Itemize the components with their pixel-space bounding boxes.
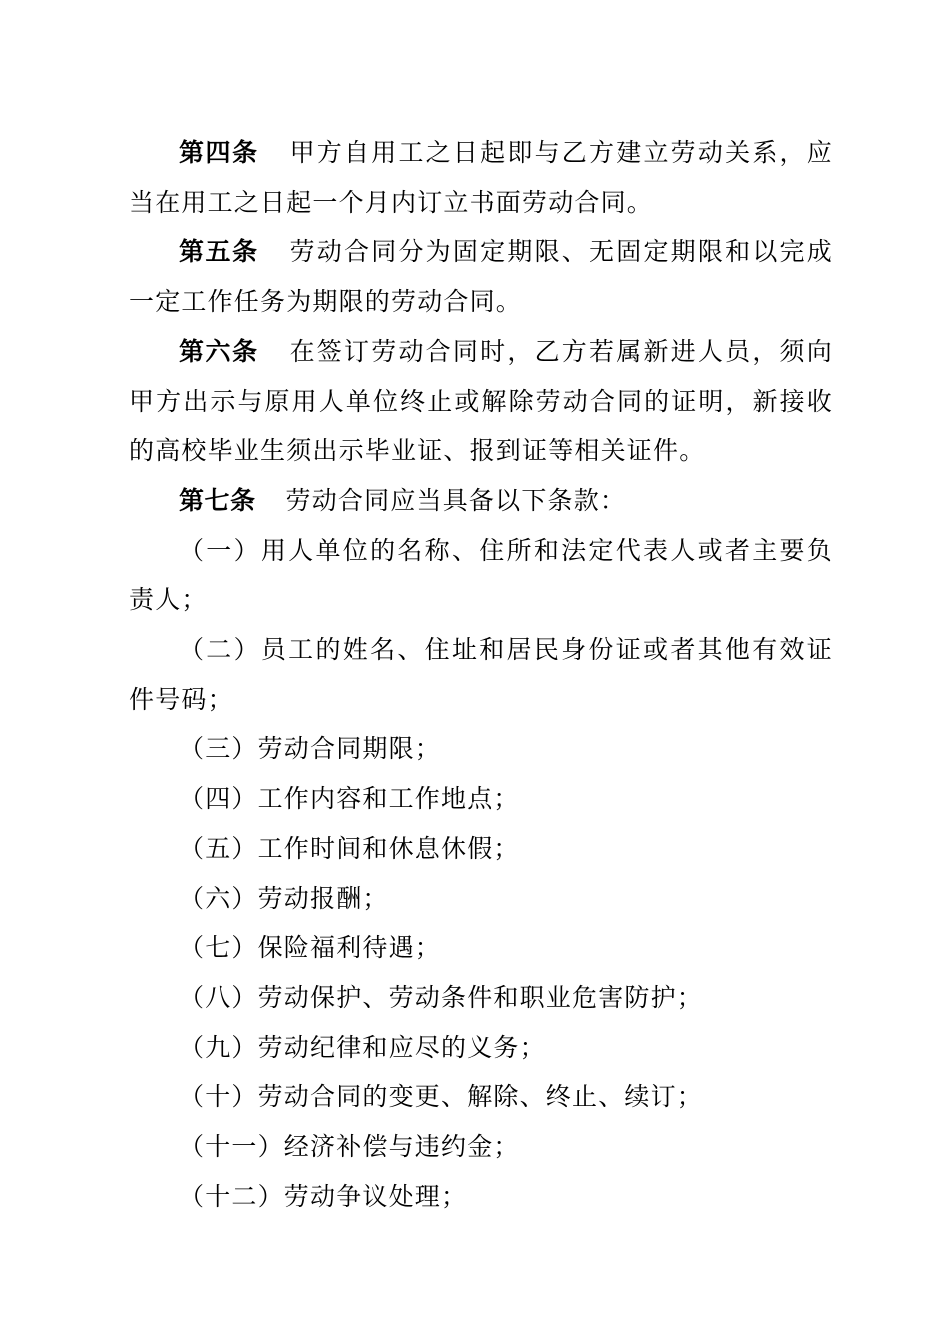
article-text: 劳动合同分为固定期限、无固定期限和以完成一定工作任务为期限的劳动合同。 [129,237,833,317]
clause-6: （六）劳动报酬； [179,883,389,913]
article-label: 第四条 [179,138,259,167]
article-text: 劳动合同应当具备以下条款： [285,485,627,515]
article-5 [129,227,833,326]
article-label: 第七条 [179,485,256,515]
clause-5: （五）工作时间和休息休假； [179,833,520,863]
clause-7: （七）保险福利待遇； [179,933,442,963]
article-7 [129,476,833,526]
clause-1: （一）用人单位的名称、住所和法定代表人或者主要负责人； [129,535,833,615]
clause-4: （四）工作内容和工作地点； [179,784,520,814]
article-6 [129,327,833,476]
article-label: 第六条 [179,336,259,366]
article-label: 第五条 [179,237,259,267]
clause-10: （十）劳动合同的变更、解除、终止、续订； [179,1082,704,1112]
article-text: 在签订劳动合同时，乙方若属新进人员，须向甲方出示与原用人单位终止或解除劳动合同的证明，新接收的高校毕业生须出示毕业证、报到证等相关证件。 [129,336,833,466]
clause-11: （十一）经济补偿与违约金； [179,1132,520,1162]
clause-3: （三）劳动合同期限； [179,734,442,764]
clause-8: （八）劳动保护、劳动条件和职业危害防护； [179,982,704,1012]
article-4 [129,128,833,227]
article-text: 甲方自用工之日起即与乙方建立劳动关系，应当在用工之日起一个月内订立书面劳动合同。 [129,138,833,217]
document-body [129,128,833,1221]
clause-12: （十二）劳动争议处理； [179,1181,468,1211]
clause-2: （二）员工的姓名、住址和居民身份证或者其他有效证件号码； [129,635,833,714]
clause-9: （九）劳动纪律和应尽的义务； [179,1032,546,1062]
